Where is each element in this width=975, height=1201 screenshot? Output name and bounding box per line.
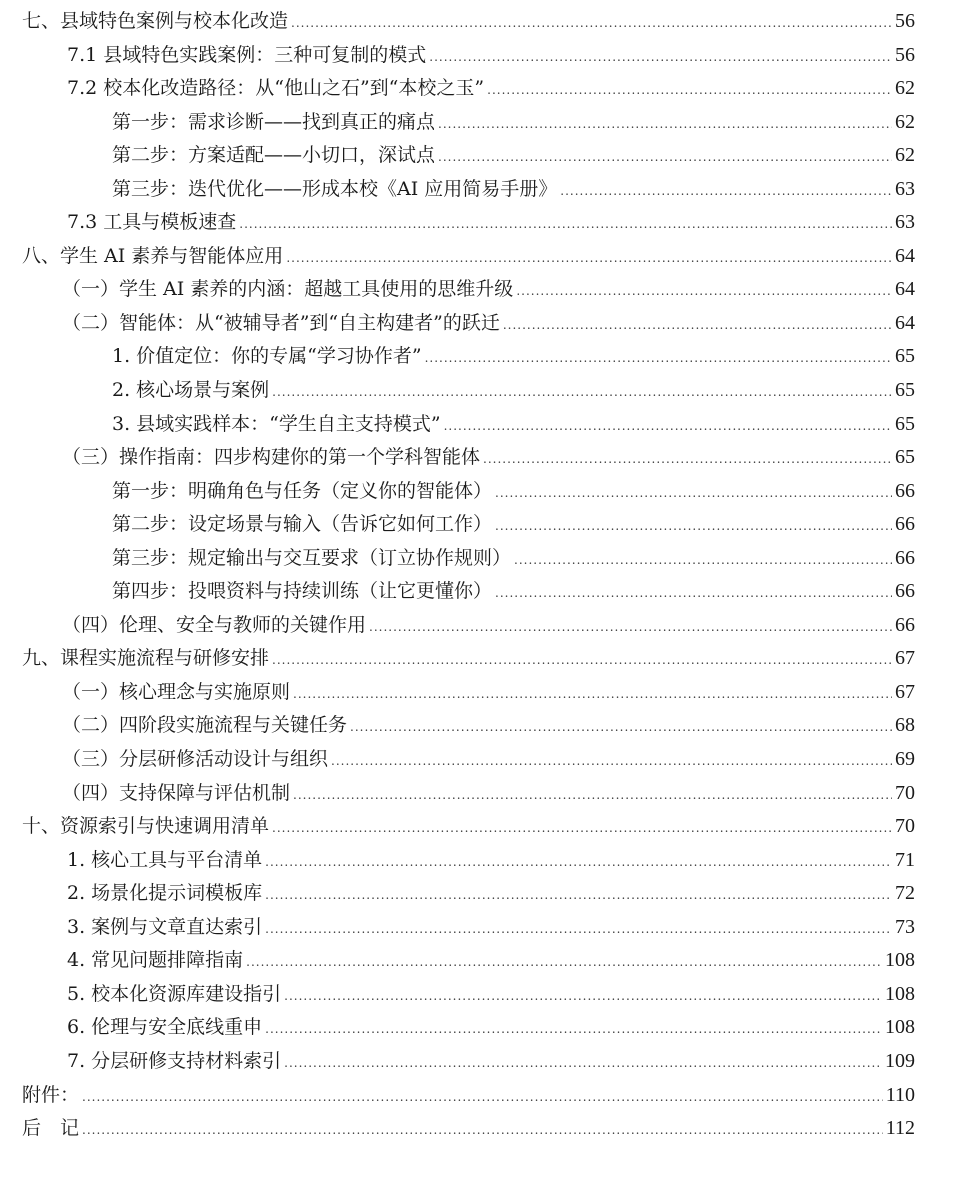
toc-entry[interactable] xyxy=(0,1011,975,1045)
dot-leader xyxy=(265,879,892,913)
dot-leader xyxy=(293,678,892,712)
toc-entry-title: 第一步：需求诊断——找到真正的痛点 xyxy=(112,110,436,133)
toc-entry-title: 第四步：投喂资料与持续训练（让它更懂你） xyxy=(112,580,493,603)
toc-entry[interactable] xyxy=(0,709,975,743)
toc-entry-page: 56 xyxy=(895,10,915,32)
toc-entry[interactable] xyxy=(0,777,975,811)
toc-entry-title: 第一步：明确角色与任务（定义你的智能体） xyxy=(112,479,493,502)
toc-entry[interactable] xyxy=(0,173,975,207)
toc-entry[interactable] xyxy=(0,844,975,878)
toc-entry[interactable] xyxy=(0,944,975,978)
toc-entry-page: 68 xyxy=(895,714,915,737)
dot-leader xyxy=(495,577,892,611)
toc-entry[interactable] xyxy=(0,508,975,542)
toc-entry[interactable] xyxy=(0,475,975,509)
toc-entry-title: 7. 分层研修支持材料索引 xyxy=(67,1049,282,1072)
toc-entry[interactable] xyxy=(0,441,975,475)
toc-entry-title: 7.1 县域特色实践案例：三种可复制的模式 xyxy=(67,43,427,66)
toc-entry-title: 5. 校本化资源库建设指引 xyxy=(67,982,282,1005)
toc-entry[interactable] xyxy=(0,374,975,408)
toc-entry-page: 109 xyxy=(885,1049,915,1072)
toc-entry-page: 63 xyxy=(895,211,915,234)
toc-entry[interactable] xyxy=(0,542,975,576)
toc-entry-page: 64 xyxy=(895,244,915,267)
table-of-contents xyxy=(0,5,975,1146)
toc-entry[interactable] xyxy=(0,810,975,844)
toc-entry-title: （二）四阶段实施流程与关键任务 xyxy=(62,714,348,737)
toc-entry[interactable] xyxy=(0,911,975,945)
dot-leader xyxy=(293,779,892,813)
dot-leader xyxy=(560,175,892,209)
toc-entry-page: 70 xyxy=(895,815,915,838)
toc-entry-title: 第二步：方案适配——小切口，深试点 xyxy=(112,144,436,167)
toc-entry-title: 八、学生 AI 素养与智能体应用 xyxy=(22,244,284,267)
toc-entry-title: 4. 常见问题排障指南 xyxy=(67,949,244,972)
toc-entry-title: （二）智能体：从“被辅导者”到“自主构建者”的跃迁 xyxy=(62,311,500,334)
toc-entry-page: 108 xyxy=(885,982,915,1005)
toc-entry-title: 九、课程实施流程与研修安排 xyxy=(22,647,270,670)
dot-leader xyxy=(514,544,892,578)
toc-entry-page: 66 xyxy=(895,479,915,502)
toc-entry[interactable] xyxy=(0,1079,975,1113)
dot-leader xyxy=(503,309,892,343)
toc-entry-title: （三）操作指南：四步构建你的第一个学科智能体 xyxy=(62,446,481,469)
dot-leader xyxy=(286,242,892,276)
toc-entry[interactable] xyxy=(0,408,975,442)
dot-leader xyxy=(495,510,892,544)
toc-entry-title: 第三步：迭代优化——形成本校《AI 应用简易手册》 xyxy=(112,177,558,200)
toc-entry-title: 1. 核心工具与平台清单 xyxy=(67,848,263,871)
toc-entry[interactable] xyxy=(0,206,975,240)
toc-entry-title: 3. 县域实践样本：“学生自主支持模式” xyxy=(112,412,441,435)
toc-entry[interactable] xyxy=(0,575,975,609)
toc-entry[interactable] xyxy=(0,1112,975,1146)
toc-entry[interactable] xyxy=(0,240,975,274)
dot-leader xyxy=(350,711,892,745)
toc-entry-page: 64 xyxy=(895,278,915,301)
toc-entry-page: 66 xyxy=(895,613,915,636)
toc-entry-page: 67 xyxy=(895,647,915,670)
toc-entry[interactable] xyxy=(0,307,975,341)
toc-entry[interactable] xyxy=(0,877,975,911)
toc-entry-title: 后 记 xyxy=(22,1117,80,1140)
toc-entry[interactable] xyxy=(0,1045,975,1079)
toc-entry-title: （三）分层研修活动设计与组织 xyxy=(62,748,329,771)
toc-entry-page: 73 xyxy=(895,915,915,938)
dot-leader xyxy=(265,1013,882,1047)
dot-leader xyxy=(272,812,892,846)
toc-entry-page: 110 xyxy=(885,1083,915,1106)
toc-entry-title: 第二步：设定场景与输入（告诉它如何工作） xyxy=(112,513,493,536)
toc-entry-title: 附件： xyxy=(22,1083,80,1106)
toc-entry-title: 3. 案例与文章直达索引 xyxy=(67,915,263,938)
toc-entry-page: 72 xyxy=(895,882,915,905)
toc-entry-page: 56 xyxy=(895,43,915,66)
toc-entry-page: 66 xyxy=(895,580,915,603)
toc-entry[interactable] xyxy=(0,39,975,73)
toc-entry-page: 65 xyxy=(895,446,915,469)
toc-entry-page: 112 xyxy=(885,1117,915,1140)
toc-entry-title: 2. 场景化提示词模板库 xyxy=(67,882,263,905)
toc-entry-title: 7.2 校本化改造路径：从“他山之石”到“本校之玉” xyxy=(67,77,485,100)
toc-entry-title: （一）核心理念与实施原则 xyxy=(62,680,291,703)
toc-entry-title: 七、县域特色案例与校本化改造 xyxy=(22,10,289,32)
toc-entry[interactable] xyxy=(0,72,975,106)
dot-leader xyxy=(369,611,892,645)
toc-entry-title: （四）伦理、安全与教师的关键作用 xyxy=(62,613,367,636)
toc-entry[interactable] xyxy=(0,340,975,374)
dot-leader xyxy=(265,846,892,880)
dot-leader xyxy=(438,141,892,175)
dot-leader xyxy=(284,1047,882,1081)
dot-leader xyxy=(82,1114,883,1148)
toc-entry-title: 1. 价值定位：你的专属“学习协作者” xyxy=(112,345,422,368)
toc-entry-title: （一）学生 AI 素养的内涵：超越工具使用的思维升级 xyxy=(62,278,514,301)
toc-entry[interactable] xyxy=(0,273,975,307)
dot-leader xyxy=(487,74,892,108)
toc-entry-title: 2. 核心场景与案例 xyxy=(112,379,270,402)
dot-leader xyxy=(425,342,892,376)
toc-entry[interactable] xyxy=(0,978,975,1012)
toc-entry-page: 62 xyxy=(895,77,915,100)
toc-entry-page: 71 xyxy=(895,848,915,871)
toc-entry[interactable] xyxy=(0,743,975,777)
toc-entry-page: 62 xyxy=(895,144,915,167)
toc-entry-page: 66 xyxy=(895,546,915,569)
toc-entry-page: 67 xyxy=(895,680,915,703)
dot-leader xyxy=(239,208,892,242)
toc-entry-page: 62 xyxy=(895,110,915,133)
dot-leader xyxy=(438,108,892,142)
dot-leader xyxy=(82,1081,883,1115)
dot-leader xyxy=(272,644,892,678)
dot-leader xyxy=(495,477,892,511)
dot-leader xyxy=(272,376,892,410)
toc-entry-title: （四）支持保障与评估机制 xyxy=(62,781,291,804)
toc-entry[interactable] xyxy=(0,676,975,710)
dot-leader xyxy=(516,275,892,309)
toc-entry-page: 64 xyxy=(895,311,915,334)
toc-entry-page: 63 xyxy=(895,177,915,200)
toc-entry-page: 65 xyxy=(895,379,915,402)
toc-entry-page: 70 xyxy=(895,781,915,804)
toc-entry-page: 69 xyxy=(895,748,915,771)
dot-leader xyxy=(284,980,882,1014)
dot-leader xyxy=(483,443,892,477)
dot-leader xyxy=(444,410,892,444)
toc-entry-title: 7.3 工具与模板速查 xyxy=(67,211,237,234)
dot-leader xyxy=(265,913,892,947)
toc-entry-page: 66 xyxy=(895,513,915,536)
toc-entry[interactable] xyxy=(0,139,975,173)
toc-entry-page: 65 xyxy=(895,345,915,368)
dot-leader xyxy=(429,41,892,75)
toc-entry[interactable] xyxy=(0,609,975,643)
toc-entry-page: 108 xyxy=(885,949,915,972)
toc-entry[interactable] xyxy=(0,5,975,39)
dot-leader xyxy=(246,946,882,980)
toc-entry-page: 108 xyxy=(885,1016,915,1039)
toc-entry-page: 65 xyxy=(895,412,915,435)
dot-leader xyxy=(291,7,892,41)
dot-leader xyxy=(331,745,892,779)
toc-entry-title: 第三步：规定输出与交互要求（订立协作规则） xyxy=(112,546,512,569)
toc-entry-title: 6. 伦理与安全底线重申 xyxy=(67,1016,263,1039)
toc-entry[interactable] xyxy=(0,106,975,140)
toc-entry[interactable] xyxy=(0,642,975,676)
toc-entry-title: 十、资源索引与快速调用清单 xyxy=(22,815,270,838)
